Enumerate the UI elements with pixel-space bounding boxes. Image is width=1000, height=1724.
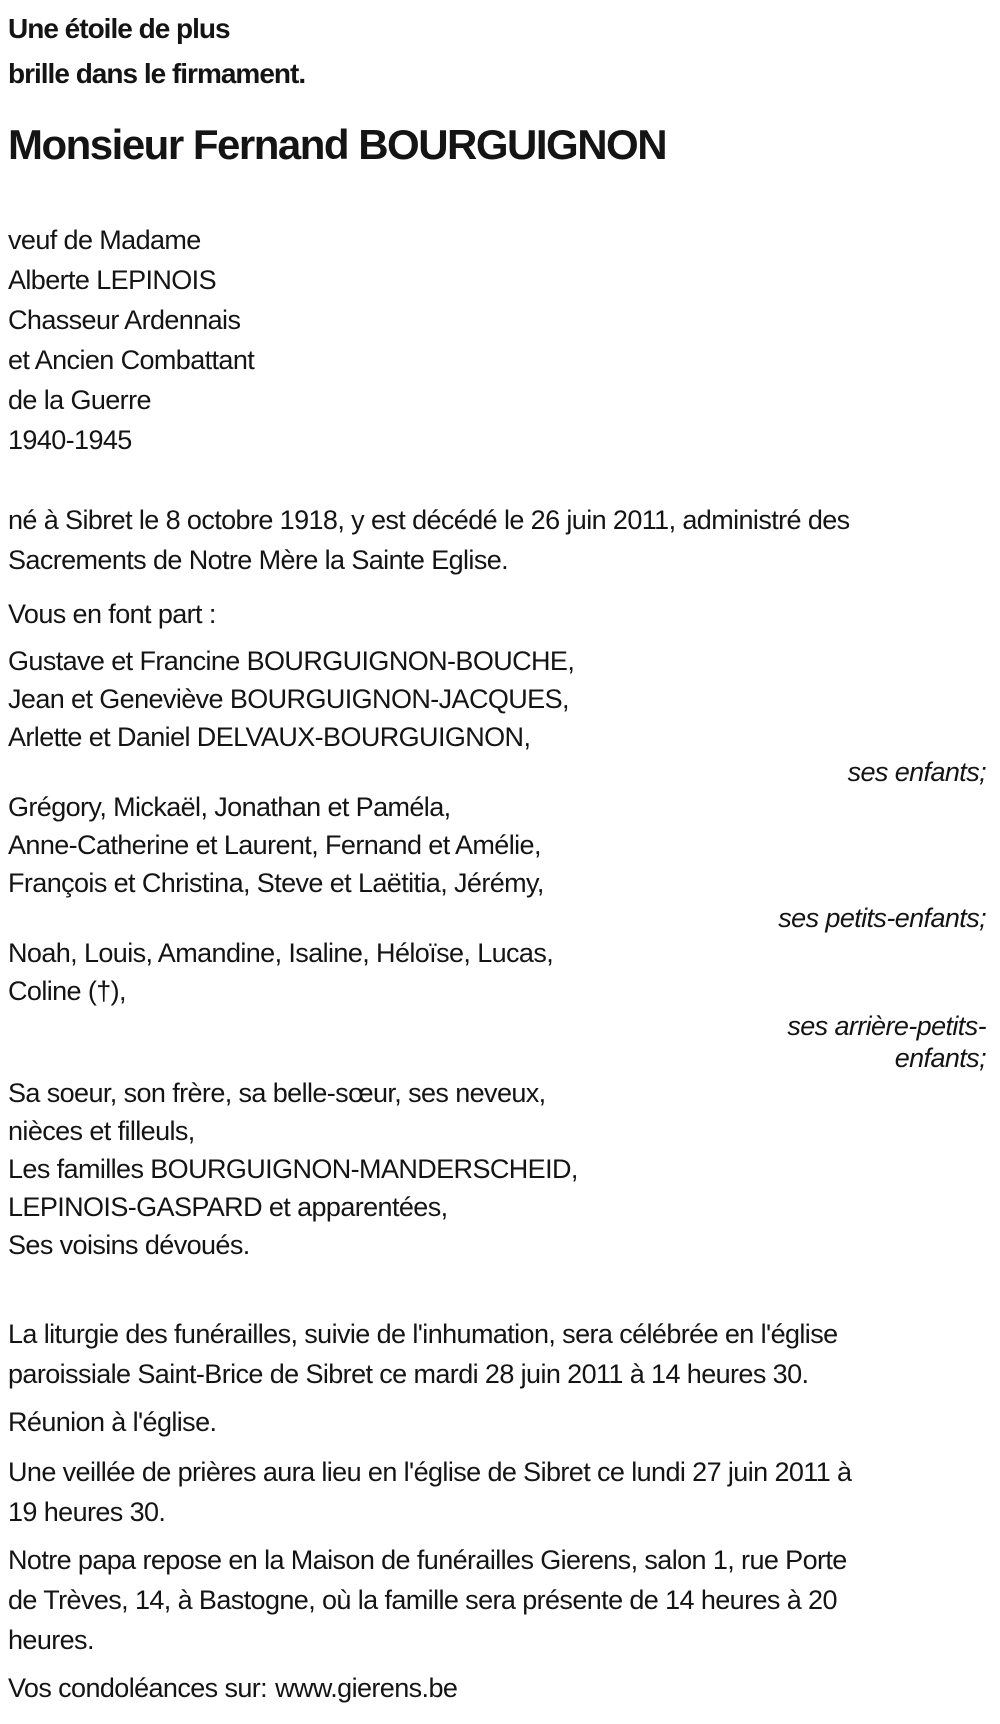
family-line: Les familles BOURGUIGNON-MANDERSCHEID, [8, 1154, 578, 1184]
family-line: Coline (†), [8, 976, 126, 1006]
deceased-details-line: de la Guerre [8, 385, 151, 415]
paragraph-line: heures. [8, 1625, 94, 1655]
repose-paragraph [8, 1540, 986, 1660]
deceased-details-line: et Ancien Combattant [8, 345, 255, 375]
family-line: LEPINOIS-GASPARD et apparentées, [8, 1192, 448, 1222]
deceased-details-line: veuf de Madame [8, 225, 201, 255]
condolences-line [8, 1668, 986, 1708]
paragraph-line: Sacrements de Notre Mère la Sainte Eglise. [8, 545, 509, 575]
paragraph-line: 19 heures 30. [8, 1497, 166, 1527]
birth-death-paragraph [8, 500, 986, 580]
deceased-details-line: Chasseur Ardennais [8, 305, 241, 335]
announcement-intro: Vous en font part : [8, 599, 216, 629]
paragraph-line: Une veillée de prières aura lieu en l'église de Sibret ce lundi 27 juin 2011 à [8, 1457, 852, 1487]
relation-label: ses enfants; [847, 757, 986, 787]
relation-label: enfants; [894, 1043, 986, 1073]
family-line: Arlette et Daniel DELVAUX-BOURGUIGNON, [8, 722, 531, 752]
deceased-details-line: 1940-1945 [8, 425, 132, 455]
family-line: Sa soeur, son frère, sa belle-sœur, ses neveux, [8, 1078, 546, 1108]
deceased-details-line: Alberte LEPINOIS [8, 265, 216, 295]
vigil-paragraph [8, 1452, 986, 1532]
paragraph-line: Notre papa repose en la Maison de funérailles Gierens, salon 1, rue Porte [8, 1545, 847, 1575]
family-line: Grégory, Mickaël, Jonathan et Paméla, [8, 792, 451, 822]
epigraph-line: brille dans le firmament. [8, 58, 306, 89]
family-group-other-relatives [8, 1074, 986, 1264]
relation-label: ses petits-enfants; [778, 903, 986, 933]
family-group-children [8, 642, 986, 788]
epigraph [8, 6, 986, 96]
paragraph-line: La liturgie des funérailles, suivie de l'inhumation, sera célébrée en l'église [8, 1319, 838, 1349]
family-line: Anne-Catherine et Laurent, Fernand et Amélie, [8, 830, 541, 860]
deceased-details [8, 220, 986, 460]
family-line: Noah, Louis, Amandine, Isaline, Héloïse, Lucas, [8, 938, 554, 968]
family-line: nièces et filleuls, [8, 1116, 195, 1146]
family-line: François et Christina, Steve et Laëtitia, Jérémy, [8, 868, 544, 898]
relation-label: ses arrière-petits- [787, 1011, 986, 1041]
epigraph-line: Une étoile de plus [8, 13, 230, 44]
reunion-line: Réunion à l'église. [8, 1407, 217, 1437]
deceased-name-title: Monsieur Fernand BOURGUIGNON [8, 121, 667, 168]
paragraph-line: né à Sibret le 8 octobre 1918, y est décédé le 26 juin 2011, administré des [8, 505, 850, 535]
paragraph-line: paroissiale Saint-Brice de Sibret ce mardi 28 juin 2011 à 14 heures 30. [8, 1359, 809, 1389]
family-line: Jean et Geneviève BOURGUIGNON-JACQUES, [8, 684, 569, 714]
condolences-label: Vos condoléances sur: [8, 1673, 268, 1703]
family-line: Ses voisins dévoués. [8, 1230, 250, 1260]
funeral-liturgy-paragraph [8, 1314, 986, 1394]
condolences-url: www.gierens.be [275, 1673, 458, 1703]
family-group-great-grandchildren [8, 934, 986, 1074]
family-line: Gustave et Francine BOURGUIGNON-BOUCHE, [8, 646, 575, 676]
paragraph-line: de Trèves, 14, à Bastogne, où la famille sera présente de 14 heures à 20 [8, 1585, 837, 1615]
family-group-grandchildren [8, 788, 986, 934]
